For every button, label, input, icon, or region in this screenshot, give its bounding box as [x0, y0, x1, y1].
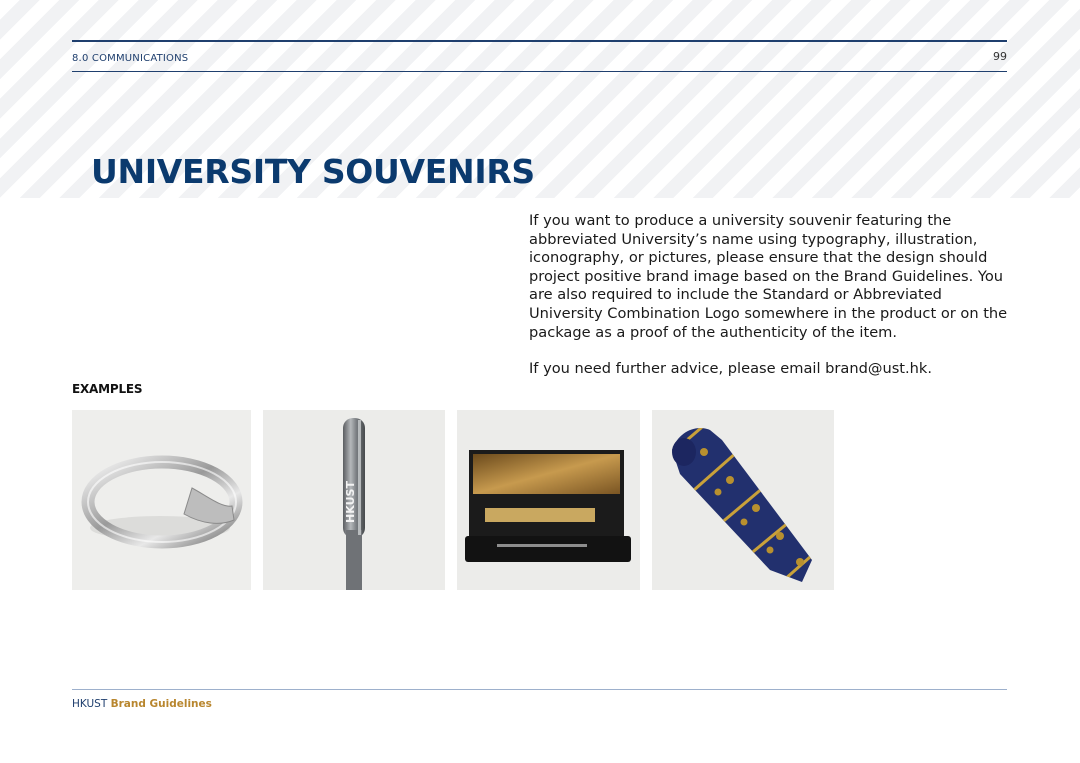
examples-label: EXAMPLES: [72, 382, 143, 396]
header-rule-top: [72, 40, 1007, 42]
example-image-pen: [263, 410, 445, 590]
example-image-plaque: [457, 410, 640, 590]
footer-brand: HKUST: [72, 698, 108, 710]
body-paragraph-2: If you need further advice, please email brand@ust.hk.: [529, 360, 933, 378]
pen-engraving: HKUST: [344, 481, 357, 523]
header-rule-bottom: [72, 71, 1007, 72]
footer-guidelines: Brand Guidelines: [110, 698, 212, 710]
plaque-icon: [457, 410, 640, 590]
tie-icon: [652, 410, 834, 590]
page-title: UNIVERSITY SOUVENIRS: [91, 152, 535, 191]
ring-icon: [72, 410, 251, 590]
section-label: 8.0 COMMUNICATIONS: [72, 53, 189, 64]
body-paragraph-1: If you want to produce a university souvenir featuring the abbreviated University’s name using typography, illustration, iconography, or pictures, please ensure that the design should project positive brand image based on the Brand Guidelines. You are also required to include the Standard or Abbreviated University Combination Logo somewhere in the product or on the package as a proof of the authenticity of the item.: [529, 212, 1008, 341]
body-text: [529, 212, 1014, 379]
page-number: 99: [993, 50, 1007, 63]
pen-icon: [263, 410, 445, 590]
footer: [72, 698, 212, 710]
example-image-ring: [72, 410, 251, 590]
example-image-tie: [652, 410, 834, 590]
footer-rule: [72, 689, 1007, 690]
